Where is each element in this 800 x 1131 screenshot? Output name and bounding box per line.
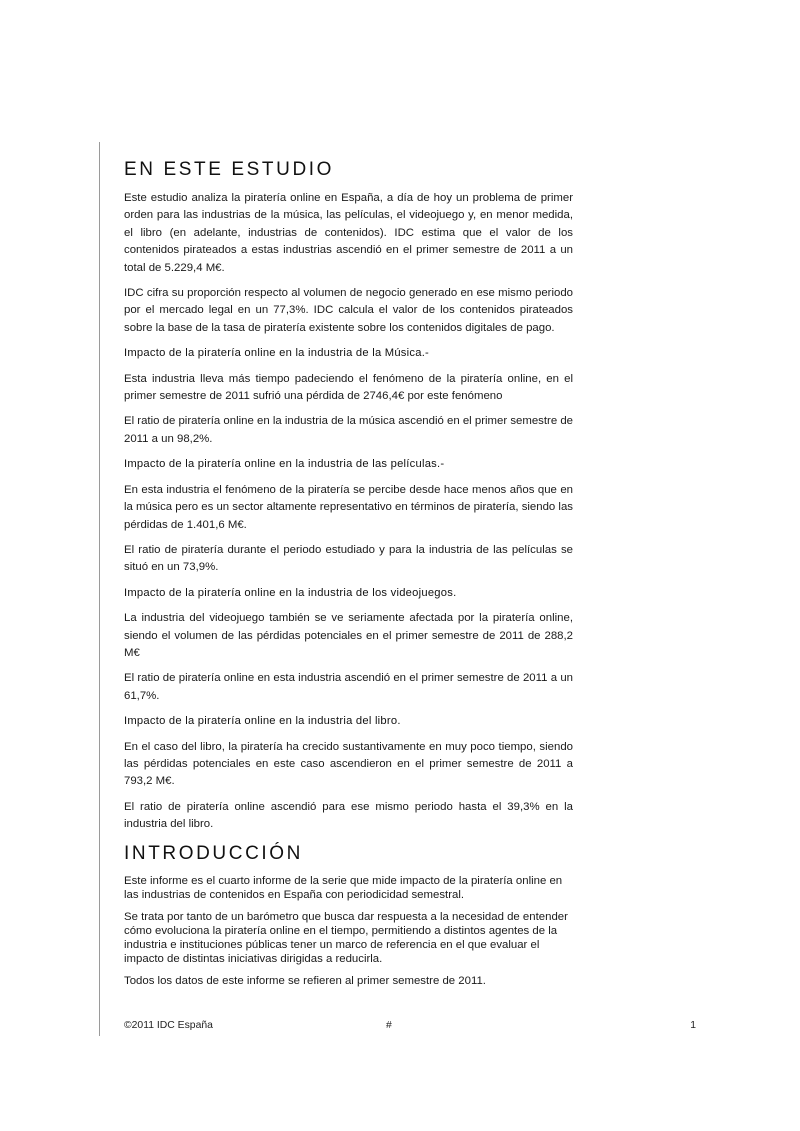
page-content: [124, 158, 573, 996]
section-title-study: EN ESTE ESTUDIO: [124, 159, 335, 180]
games-paragraph-1: La industria del videojuego también se ve seriamente afectada por la piratería online, siendo el volumen de las pérdidas potenciales en el primer semestre de 2011 de 288,2 M€: [124, 612, 573, 659]
footer-center-mark: #: [386, 1020, 392, 1031]
study-paragraph-1: Este estudio analiza la piratería online en España, a día de hoy un problema de primer orden para las industrias de la música, las películas, el videojuego y, en menor medida, el libro (en adelante, industrias de contenidos). IDC estima que el valor de los contenidos pirateados a estas industrias ascendió en el primer semestre de 2011 a un total de 5.229,4 M€.: [124, 192, 573, 274]
games-heading: Impacto de la piratería online en la industria de los videojuegos.: [124, 586, 457, 599]
music-heading: Impacto de la piratería online en la industria de la Música.-: [124, 347, 430, 360]
films-paragraph-2: El ratio de piratería durante el periodo estudiado y para la industria de las películas se situó en un 73,9%.: [124, 543, 573, 574]
films-paragraph-1: En esta industria el fenómeno de la piratería se percibe desde hace menos años que en la música pero es un sector altamente representativo en términos de piratería, siendo las pérdidas de 1.401,6 M€.: [124, 483, 573, 531]
margin-rule: [99, 142, 100, 1036]
games-paragraph-2: El ratio de piratería online en esta industria ascendió en el primer semestre de 2011 a un 61,7%.: [124, 672, 573, 702]
books-heading: Impacto de la piratería online en la industria del libro.: [124, 715, 401, 728]
intro-paragraph-1: Este informe es el cuarto informe de la serie que mide impacto de la piratería online en las industrias de contenidos en España con periodicidad semestral.: [124, 874, 563, 901]
music-paragraph-2: El ratio de piratería online en la industria de la música ascendió en el primer semestre de 2011 a un 98,2%.: [124, 415, 573, 445]
section-title-introduction: INTRODUCCIÓN: [124, 842, 303, 864]
music-paragraph-1: Esta industria lleva más tiempo padeciendo el fenómeno de la piratería online, en el primer semestre de 2011 sufrió una pérdida de 2746,4€ por este fenómeno: [124, 372, 573, 403]
study-paragraph-2: IDC cifra su proporción respecto al volumen de negocio generado en ese mismo periodo por el mercado legal en un 77,3%. IDC calcula el valor de los contenidos pirateados sobre la base de la tasa de piratería existente sobre los contenidos digitales de pago.: [124, 287, 573, 334]
intro-paragraph-3: Todos los datos de este informe se refieren al primer semestre de 2011.: [124, 974, 486, 987]
books-paragraph-2: El ratio de piratería online ascendió para ese mismo periodo hasta el 39,3% en la industria del libro.: [124, 800, 573, 831]
page-number: 1: [690, 1020, 696, 1031]
books-paragraph-1: En el caso del libro, la piratería ha crecido sustantivamente en muy poco tiempo, siendo las pérdidas potenciales en este caso ascendieron en el primer semestre de 2011 a 793,2 M€.: [124, 740, 573, 788]
intro-paragraph-2: Se trata por tanto de un barómetro que busca dar respuesta a la necesidad de entender cómo evoluciona la piratería online en el tiempo, permitiendo a distintos agentes de la industria e instituciones públicas tener un marco de referencia en el que evaluar el impacto de distintas iniciativas dirigidas a reducirla.: [124, 910, 568, 965]
films-heading: Impacto de la piratería online en la industria de las películas.-: [124, 458, 445, 471]
footer-copyright: ©2011 IDC España: [124, 1020, 213, 1031]
